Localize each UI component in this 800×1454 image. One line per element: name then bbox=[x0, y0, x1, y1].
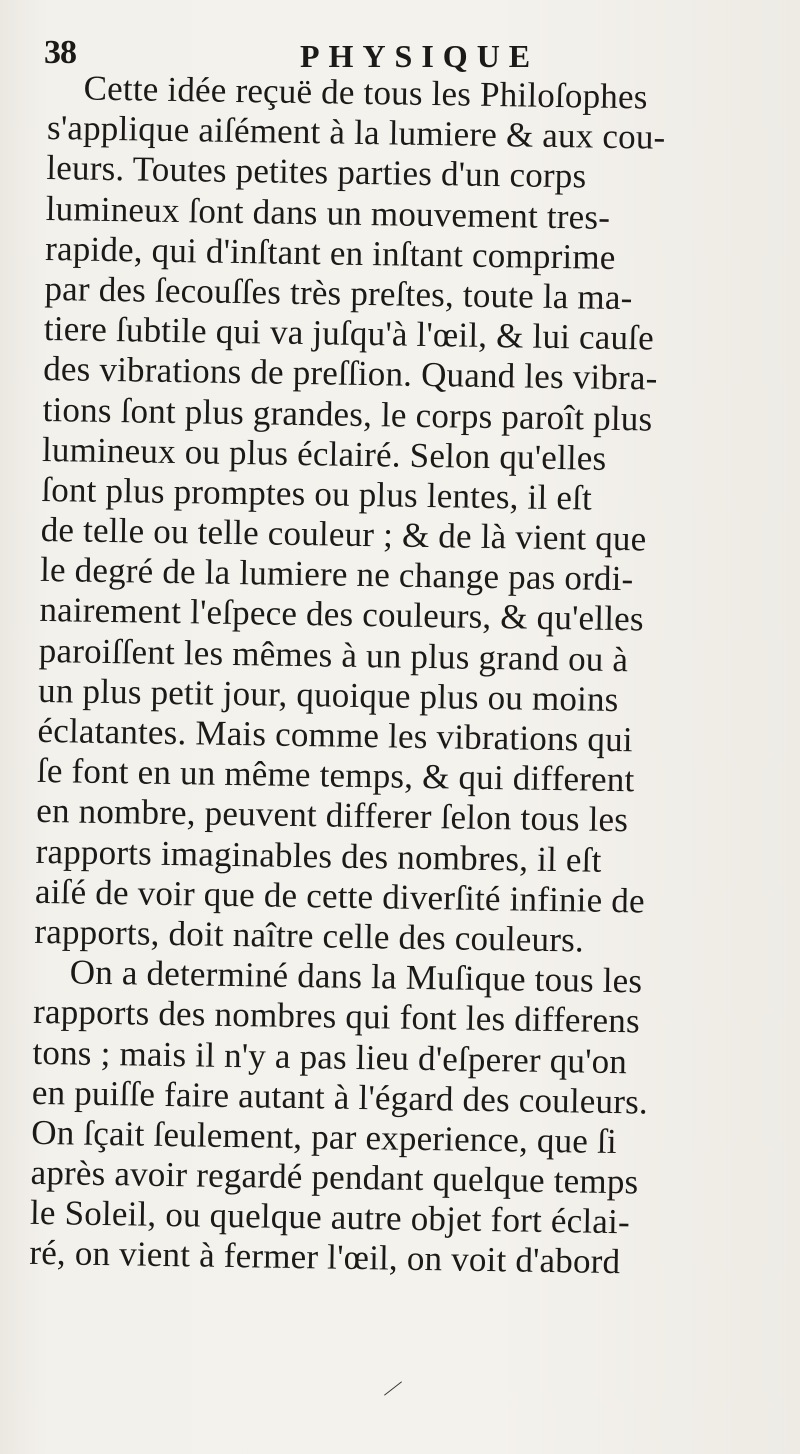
text-line: lumineux ſont dans un mouvement tres- bbox=[45, 188, 611, 237]
body-text bbox=[29, 68, 768, 1285]
running-head: PHYSIQUE bbox=[300, 38, 540, 74]
text-line: leurs. Toutes petites parties d'un corps bbox=[46, 148, 587, 196]
text-line: Cette idée reçuë de tous les Philoſophes bbox=[83, 68, 648, 117]
text-line: rapports imaginables des nombres, il eſt bbox=[35, 831, 602, 880]
text-line: paroiſſent les mêmes à un plus grand ou à bbox=[38, 630, 629, 679]
text-line: lumineux ou plus éclairé. Selon qu'elles bbox=[41, 429, 607, 478]
page-number: 38 bbox=[44, 34, 76, 71]
text-line: ſe font en un même temps, & qui different bbox=[36, 751, 635, 800]
text-line: tons ; mais il n'y a pas lieu d'eſperer qu'on bbox=[32, 1032, 628, 1081]
text-line: rapide, qui d'inſtant en inſtant comprime bbox=[44, 228, 616, 277]
stray-ink-mark bbox=[384, 1381, 402, 1395]
text-line: le Soleil, ou quelque autre objet fort éclai- bbox=[29, 1193, 631, 1242]
text-line: en nombre, peuvent differer ſelon tous les bbox=[36, 791, 629, 840]
text-line: ſont plus promptes ou plus lentes, il eſt bbox=[41, 469, 593, 518]
text-line: ré, on vient à fermer l'œil, on voit d'abord bbox=[29, 1233, 621, 1282]
text-line: rapports des nombres qui font les differens bbox=[32, 992, 641, 1041]
text-line: On ſçait ſeulement, par experience, que ſi bbox=[30, 1112, 618, 1161]
text-line: nairement l'eſpece des couleurs, & qu'elles bbox=[39, 590, 645, 639]
text-line: rapports, doit naître celle des couleurs. bbox=[34, 911, 585, 960]
text-line: un plus petit jour, quoique plus ou moins bbox=[37, 670, 619, 719]
text-line: le degré de la lumiere ne change pas ordi- bbox=[39, 550, 634, 599]
text-line: aiſé de voir que de cette diverſité infinie de bbox=[34, 871, 646, 921]
text-line: tions ſont plus grandes, le corps paroît plus bbox=[42, 389, 653, 439]
text-line: des vibrations de preſſion. Quand les vibra- bbox=[42, 349, 658, 398]
text-line: éclatantes. Mais comme les vibrations qui bbox=[37, 710, 634, 760]
text-line: après avoir regardé pendant quelque temps bbox=[30, 1152, 639, 1202]
text-line: s'applique aiſément à la lumiere & aux cou- bbox=[46, 108, 666, 157]
text-line: en puiſſe faire autant à l'égard des couleurs. bbox=[31, 1072, 649, 1122]
text-line: de telle ou telle couleur ; & de là vient que bbox=[40, 510, 647, 559]
text-line: tiere ſubtile qui va juſqu'à l'œil, & lui cauſe bbox=[43, 309, 655, 358]
text-line: par des ſecouſſes très preſtes, toute la ma- bbox=[44, 268, 633, 318]
text-line: On a determiné dans la Muſique tous les bbox=[69, 952, 643, 1001]
